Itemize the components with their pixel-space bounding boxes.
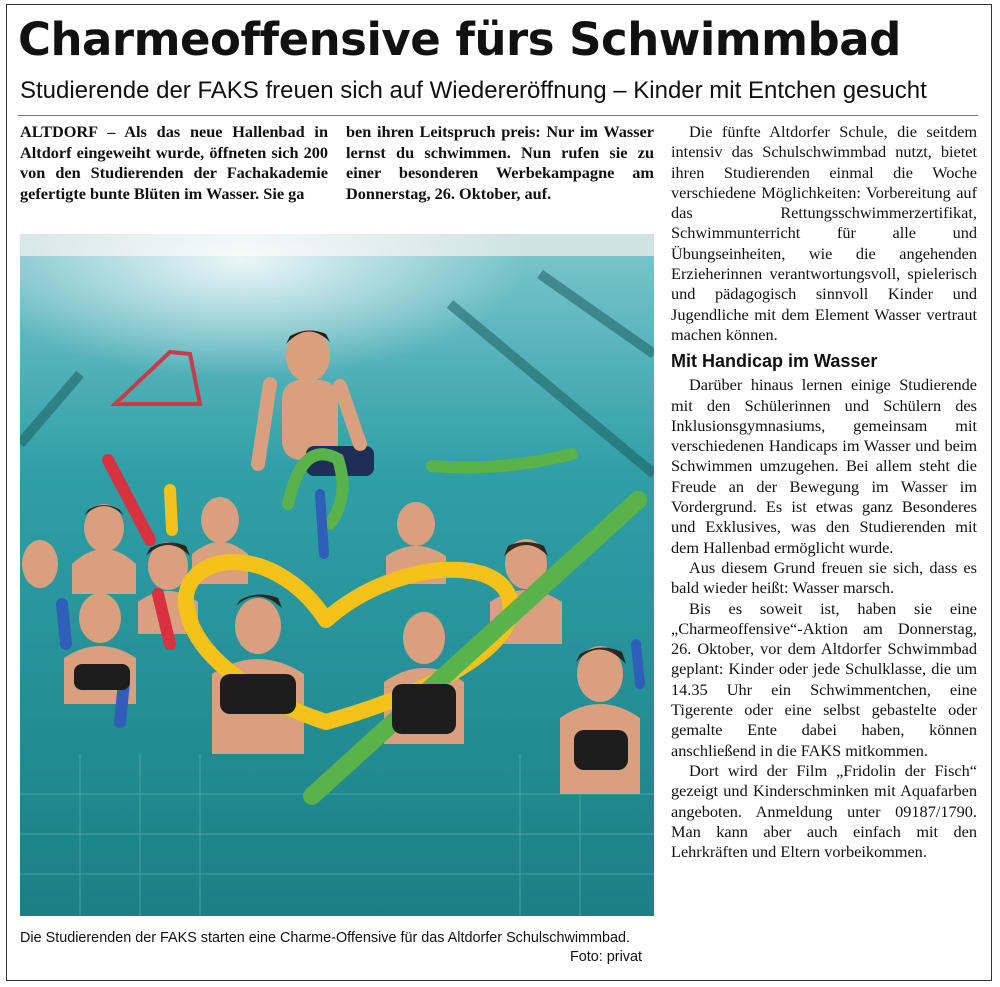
body-paragraph: Die fünfte Altdorfer Schule, die seitdem intensiv das Schulschwimmbad nutzt, bietet ihren Studierenden einmal die Woche verschiedene Möglichkeiten: Vorbereitung auf das Rettungsschwimmerzertifikat, Schwimmunterricht für alle und Übungseinheiten, wie die angehenden Erzieherinnen verantwortungsvoll, spielerisch und pädagogisch sinnvoll Kinder und Jugendliche mit dem Element Wasser vertraut machen können.: [671, 122, 977, 344]
lead-paragraph-col2: ben ihren Leitspruch preis: Nur im Wasser lernst du schwimmen. Nun rufen sie zu einer besonderen Werbekampagne am Donnerstag, 26. Oktober, auf.: [346, 122, 654, 203]
headline: Charmeoffensive fürs Schwimmbad: [18, 13, 901, 66]
divider: [18, 115, 978, 116]
caption-text: Die Studierenden der FAKS starten eine Charme-Offensive für das Altdorfer Schulschwimmbad.: [20, 930, 631, 946]
subheadline: Studierende der FAKS freuen sich auf Wiedereröffnung – Kinder mit Entchen gesucht: [20, 77, 927, 104]
lead-paragraph-col1: ALTDORF – Als das neue Hallenbad in Altdorf eingeweiht wurde, öffneten sich 200 von den Studierenden der Fachakademie gefertigte bunte Blüten im Wasser. Sie ga: [20, 122, 328, 203]
photo-credit: Foto: privat: [570, 949, 642, 965]
photo-caption: [20, 929, 642, 965]
article-body-column: [671, 122, 977, 862]
body-paragraph: Dort wird der Film „Fridolin der Fisch“ gezeigt und Kinderschminken mit Aquafarben angeboten. Anmeldung unter 09187/1790. Man kann aber auch einfach mit den Lehrkräften und Eltern vorbeikommen.: [671, 760, 977, 862]
body-paragraph: Bis es soweit ist, haben sie eine „Charmeoffensive“-Aktion am Donnerstag, 26. Oktober, vor dem Altdorfer Schwimmbad geplant: Kinder oder jede Schulklasse, die um 14.35 Uhr ein Schwimmentchen, eine Tigerente oder eine selbst gebastelte oder gemalte Ente dabei haben, können anschließend in die FAKS mitkommen.: [671, 598, 977, 760]
swimming-pool-photo: [20, 234, 654, 916]
body-paragraph: Darüber hinaus lernen einige Studierende mit den Schülerinnen und Schülern des Inklusionsgymnasiums, gemeinsam mit verschiedenen Handicaps im Wasser und beim Schwimmen umzugehen. Bei allem steht die Freude an der Bewegung im Wasser im Vordergrund. Es ist etwas ganz Besonderes und Exklusives, was den Studierenden mit dem Hallenbad ermöglicht wurde.: [671, 375, 977, 557]
photo-illustration: [20, 234, 654, 916]
body-paragraph: Aus diesem Grund freuen sie sich, dass es bald wieder heißt: Wasser marsch.: [671, 557, 977, 598]
section-subheading: Mit Handicap im Wasser: [671, 351, 878, 372]
